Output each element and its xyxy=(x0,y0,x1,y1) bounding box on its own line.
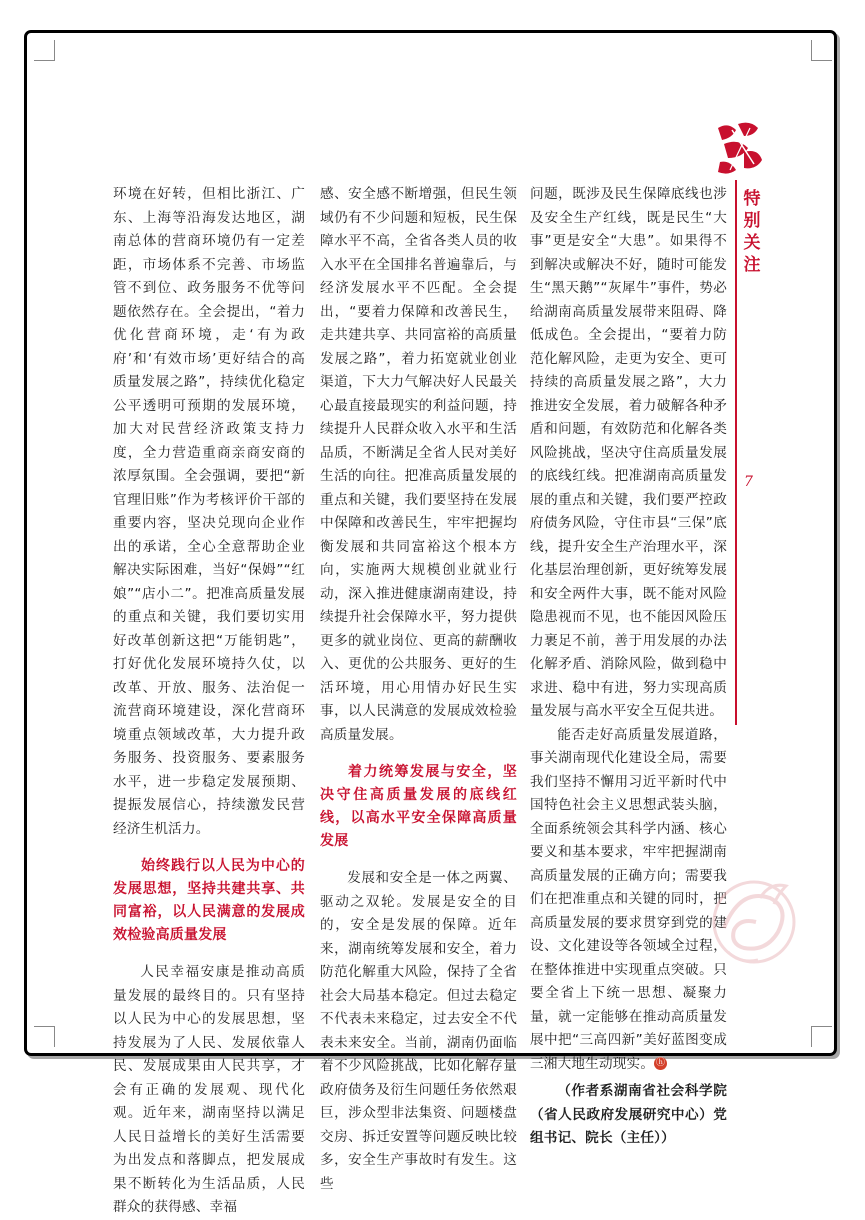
paragraph: 人民幸福安康是推动高质量发展的最终目的。只有坚持以人民为中心的发展思想，坚持发展为了人民、发展依靠人民、发展成果由人民共享，才会有正确的发展观、现代化观。近年来，湖南坚持以满足人民日益增长的美好生活需要为出发点和落脚点，把发展成果不断转化为生活品质，人民群众的获得感、幸福 xyxy=(113,964,305,1215)
section-label-char-1: 特 xyxy=(743,189,761,209)
calligraphy-logo-icon xyxy=(714,120,766,178)
crop-mark-top-right xyxy=(811,40,832,61)
section-label-char-3: 关 xyxy=(743,233,761,253)
paragraph: 问题，既涉及民生保障底线也涉及安全生产红线，既是民生“大事”更是安全“大患”。如果得不到解决或解决不好，随时可能发生“黑天鹅”“灰犀牛”事件，势必给湖南高质量发展带来阻碍、降低成色。全会提出，“要着力防范化解风险，走更为安全、更可持续的高质量发展之路”，大力推进安全发展，着力破解各种矛盾和问题，有效防范和化解各类风险挑战，坚决守住高质量发展的底线红线。把准湖南高质量发展的重点和关键，我们要严控政府债务风险，守住市县“三保”底线，提升安全生产治理水平，深化基层治理创新，更好统筹发展和安全两件大事，既不能对风险隐患视而不见，也不能因风险压力裹足不前，善于用发展的办法化解矛盾、消除风险，做到稳中求进、稳中有进，努力实现高质量发展与高水平安全互促共进。 xyxy=(530,186,727,719)
author-note: （作者系湖南省社会科学院（省人民政府发展研究中心）党组书记、院长（主任）） xyxy=(530,1083,727,1146)
section-heading: 着力统筹发展与安全，坚决守住高质量发展的底线红线，以高水平安全保障高质量发展 xyxy=(320,764,517,849)
crop-mark-top-left xyxy=(34,40,55,61)
paragraph: 环境在好转，但相比浙江、广东、上海等沿海发达地区，湖南总体的营商环境仍有一定差距，市场体系不完善、市场监管不到位、政务服务不优等问题依然存在。全会提出，“着力优化营商环境，走‘有为政府’和‘有效市场’更好结合的高质量发展之路”，持续优化稳定公平透明可预期的发展环境，加大对民营经济政策支持力度，全力营造重商亲商安商的浓厚氛围。全会强调，要把“新官理旧账”作为考核评价干部的重要内容，坚决兑现向企业作出的承诺，全心全意帮助企业解决实际困难，当好“保姆”“红娘”“店小二”。把准高质量发展的重点和关键，我们要切实用好改革创新这把“万能钥匙”，打好优化发展环境持久仗，以改革、开放、服务、法治促一流营商环境建设，深化营商环境重点领域改革，大力提升政务服务、投资服务、要素服务水平，进一步稳定发展预期、提振发展信心，持续激发民营经济生机活力。 xyxy=(113,186,305,837)
crop-mark-bottom-right xyxy=(811,1026,832,1047)
paragraph: 感、安全感不断增强，但民生领域仍有不少问题和短板，民生保障水平不高，全省各类人员的收入水平在全国排名普遍靠后，与经济发展水平不匹配。全会提出，“要着力保障和改善民生，走共建共享、共同富裕的高质量发展之路”，着力拓宽就业创业渠道，下大力气解决好人民最关心最直接最现实的利益问题，持续提升人民群众收入水平和生活品质，不断满足全省人民对美好生活的向往。把准高质量发展的重点和关键，我们要坚持在发展中保障和改善民生，牢牢把握均衡发展和共同富裕这个根本方向，实施两大规模创业就业行动，深入推进健康湖南建设，持续提升社会保障水平，努力提供更多的就业岗位、更高的薪酬收入、更优的公共服务、更好的生活环境，用心用情办好民生实事，以人民满意的发展成效检验高质量发展。 xyxy=(320,186,517,743)
text-column-1 xyxy=(113,183,305,1220)
section-label xyxy=(740,188,764,276)
paragraph: 发展和安全是一体之两翼、驱动之双轮。发展是安全的目的，安全是发展的保障。近年来，湖南统筹发展和安全，着力防范化解重大风险，保持了全省社会大局基本稳定。但过去稳定不代表未来稳定，过去安全不代表未来安全。当前，湖南仍面临着不少风险挑战，比如化解存量政府债务及衍生问题任务依然艰巨，涉众型非法集资、问题楼盘交房、拆迁安置等问题反映比较多，安全生产事故时有发生。这些 xyxy=(320,870,517,1192)
section-label-char-4: 注 xyxy=(743,255,761,275)
text-column-3 xyxy=(530,183,727,1151)
end-mark-icon: ⓗ xyxy=(656,1058,666,1068)
paragraph-text: 能否走好高质量发展道路，事关湖南现代化建设全局，需要我们坚持不懈用习近平新时代中国特色社会主义思想武装头脑，全面系统领会其科学内涵、核心要义和基本要求，牢牢把握湖南高质量发展的正确方向；需要我们在把准重点和关键的同时，把高质量发展的要求贯穿到党的建设、文化建设等各领域全过程，在整体推进中实现重点突破。只要全省上下统一思想、凝聚力量，就一定能够在推动高质量发展中把“三高四新”美好蓝图变成三湘大地生动现实。 xyxy=(530,726,727,1072)
crop-mark-bottom-left xyxy=(34,1026,55,1047)
section-rule xyxy=(735,180,737,725)
section-heading: 始终践行以人民为中心的发展思想，坚持共建共享、共同富裕，以人民满意的发展成效检验高质量发展 xyxy=(113,858,305,943)
phoenix-watermark-icon xyxy=(700,868,808,976)
text-column-2 xyxy=(320,183,517,1196)
section-label-char-2: 别 xyxy=(743,211,761,231)
closing-paragraph xyxy=(530,724,727,1077)
page-number: 7 xyxy=(744,474,753,490)
